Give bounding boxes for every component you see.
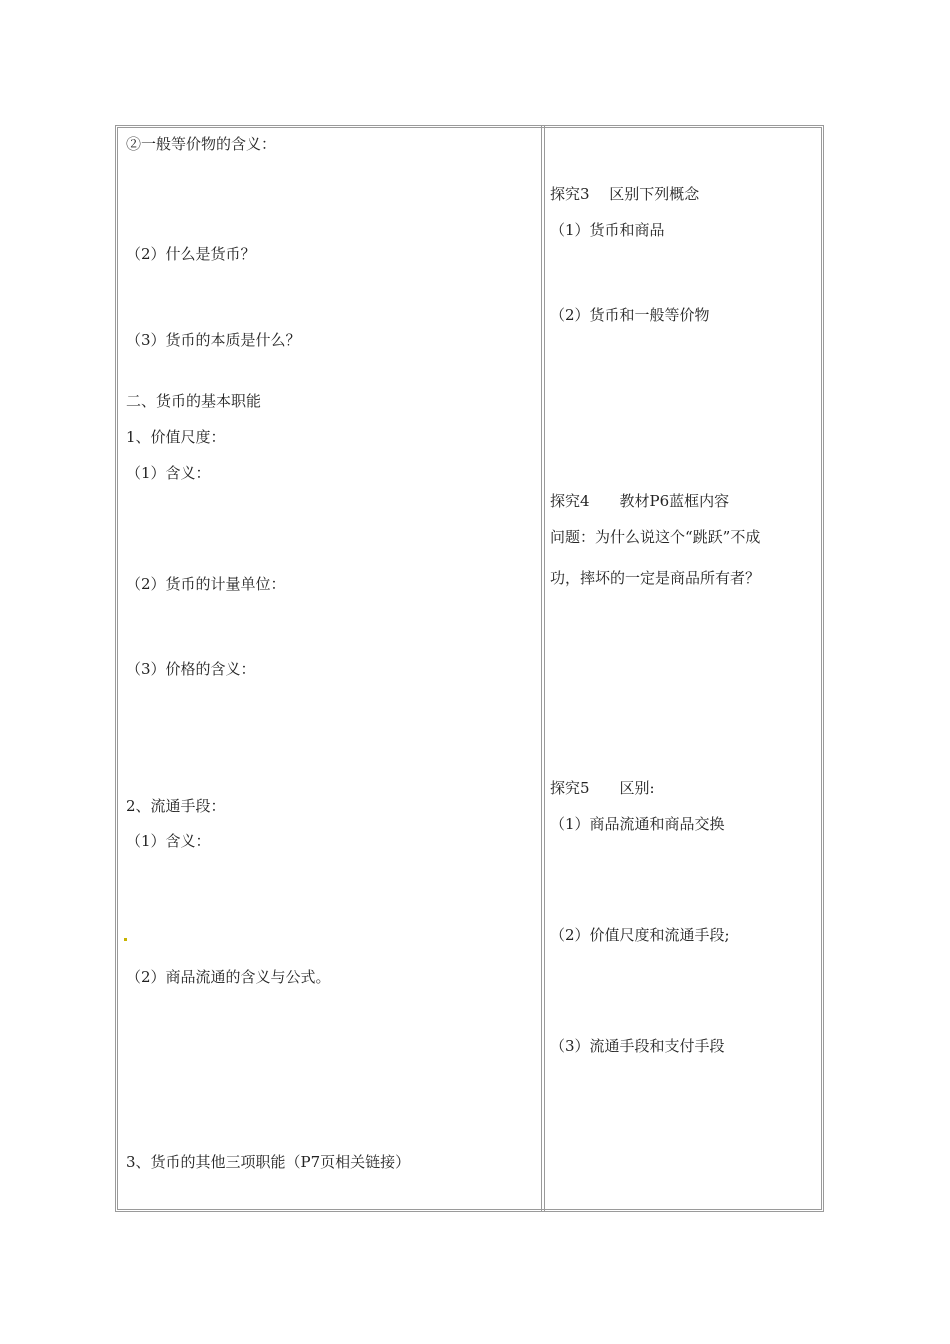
commodity-circulation-formula: （2）商品流通的含义与公式。: [126, 968, 331, 986]
inquiry-4-heading: 探究4 教材P6蓝框内容: [550, 492, 730, 510]
inquiry-5-heading: 探究5 区别:: [550, 779, 655, 797]
value-measure-meaning: （1）含义：: [126, 464, 211, 482]
column-divider: [541, 125, 545, 1212]
price-meaning-question: （3）价格的含义：: [126, 660, 256, 678]
inquiry-5-item-2: （2）价值尺度和流通手段;: [550, 926, 730, 944]
inquiry-3-item-2: （2）货币和一般等价物: [550, 306, 710, 324]
section-basic-functions-heading: 二、货币的基本职能: [126, 392, 262, 410]
stray-mark: [124, 938, 127, 941]
general-equivalent-definition: ②一般等价物的含义：: [126, 135, 277, 153]
inquiry-5-item-3: （3）流通手段和支付手段: [550, 1037, 725, 1055]
inquiry-3-heading: 探究3 区别下列概念: [550, 185, 700, 203]
what-is-money-question: （2）什么是货币？: [126, 245, 256, 263]
inquiry-4-question-line-1: 问题：为什么说这个“跳跃”不成: [550, 528, 761, 546]
other-three-functions-heading: 3、货币的其他三项职能（P7页相关链接）: [126, 1153, 411, 1171]
circulation-means-meaning: （1）含义：: [126, 832, 211, 850]
inquiry-5-item-1: （1）商品流通和商品交换: [550, 815, 725, 833]
money-essence-question: （3）货币的本质是什么？: [126, 331, 301, 349]
inquiry-4-question-line-2: 功，摔坏的一定是商品所有者？: [550, 569, 761, 587]
inquiry-3-item-1: （1）货币和商品: [550, 221, 665, 239]
money-unit-question: （2）货币的计量单位：: [126, 575, 286, 593]
circulation-means-heading: 2、流通手段：: [126, 797, 226, 815]
value-measure-heading: 1、价值尺度：: [126, 428, 226, 446]
